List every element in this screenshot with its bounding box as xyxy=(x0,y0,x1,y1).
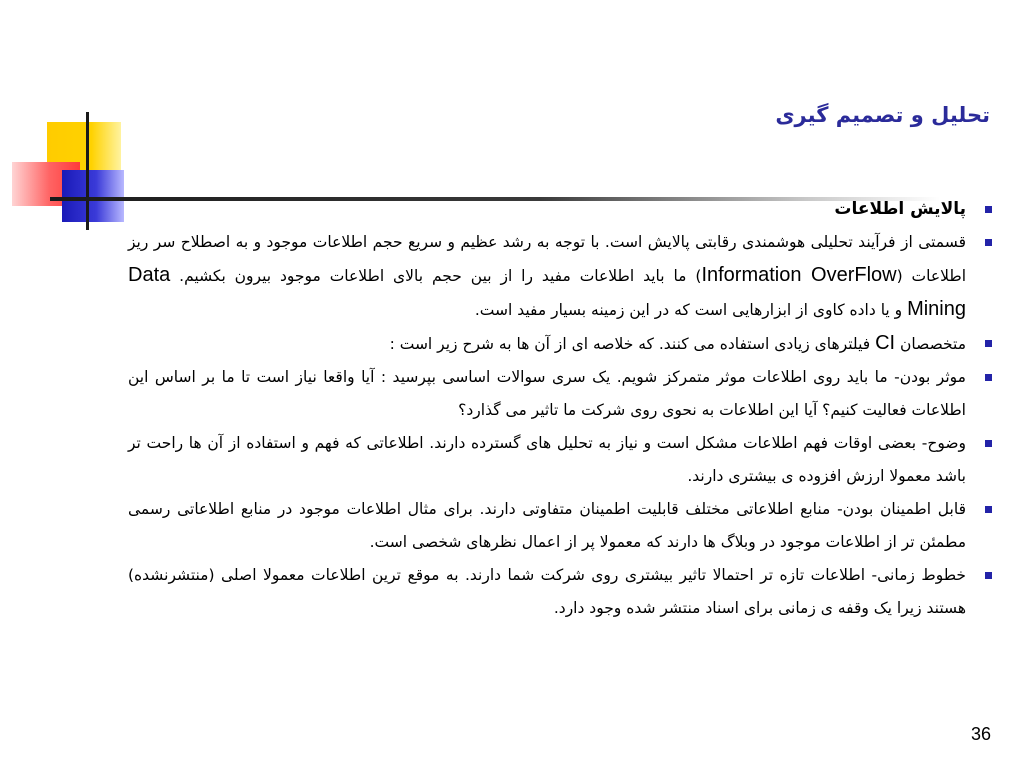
bullet-square-icon xyxy=(985,374,992,381)
bullet-text: خطوط زمانی- اطلاعات تازه تر احتمالا تاثیر بیشتری روی شرکت شما دارند. به موقع ترین اطلاعات معمولا اصلی (منتشرنشده) هستند زیرا یک وقفه ی زمانی برای اسناد منتشر شده وجود دارد. xyxy=(128,566,966,617)
bullet-text: موثر بودن- ما باید روی اطلاعات موثر متمرکز شویم. یک سری سوالات اساسی بپرسید : آیا واقعا نیاز است تا ما بر اساس این اطلاعات فعالیت کنیم؟ آیا این اطلاعات به نحوی روی شرکت ما تاثیر می گذارد؟ xyxy=(128,368,966,419)
list-item xyxy=(128,427,966,493)
slide-title: تحلیل و تصمیم گیری xyxy=(775,103,990,127)
bullet-square-icon xyxy=(985,572,992,579)
term-ci: CI xyxy=(875,332,896,354)
list-item xyxy=(128,193,966,226)
logo-blue-square xyxy=(62,170,124,222)
bullet-square-icon xyxy=(985,440,992,447)
term-data-mining: Data Mining xyxy=(128,264,966,320)
list-item xyxy=(128,226,966,327)
list-item xyxy=(128,493,966,559)
bullet-text: پالایش اطلاعات xyxy=(834,199,966,219)
bullet-text: وضوح- بعضی اوقات فهم اطلاعات مشکل است و نیاز به تحلیل های گسترده دارند. اطلاعاتی که فهم و استفاده از آن ها راحت تر باشد معمولا ارزش افزوده ی بیشتری دارند. xyxy=(128,434,966,485)
bullet-square-icon xyxy=(985,239,992,246)
list-item xyxy=(128,559,966,625)
bullet-square-icon xyxy=(985,206,992,213)
list-item xyxy=(128,361,966,427)
bullet-text: قسمتی از فرآیند تحلیلی هوشمندی رقابتی پالایش است. با توجه به رشد عظیم و سریع حجم اطلاعات موجود و به اصطلاح سر ریز اطلاعات ( xyxy=(128,233,966,285)
logo-vertical-line xyxy=(86,112,89,230)
page-number: 36 xyxy=(970,724,991,744)
list-item xyxy=(128,327,966,361)
bullet-square-icon xyxy=(985,340,992,347)
bullet-text: فیلترهای زیادی استفاده می کنند. که خلاصه ای از آن ها به شرح زیر است : xyxy=(389,335,876,353)
bullet-text: قابل اطمینان بودن- منابع اطلاعاتی مختلف قابلیت اطمینان متفاوتی دارند. برای مثال اطلاعات موجود در منابع اطلاعاتی رسمی مطمئن تر از اطلاعات موجود در وبلاگ ها دارند که معمولا پر از اعمال نظرهای شخصی است. xyxy=(128,500,966,551)
bullet-text: و یا داده کاوی از ابزارهایی است که در این زمینه بسیار مفید است. xyxy=(474,301,908,319)
bullet-text: ) ما باید اطلاعات مفید را از بین حجم بالای اطلاعات موجود بیرون بکشیم. xyxy=(170,267,702,285)
term-information-overflow: Information OverFlow xyxy=(701,264,897,286)
bullet-text: متخصصان xyxy=(895,335,966,353)
bullet-list xyxy=(128,193,966,625)
bullet-square-icon xyxy=(985,506,992,513)
